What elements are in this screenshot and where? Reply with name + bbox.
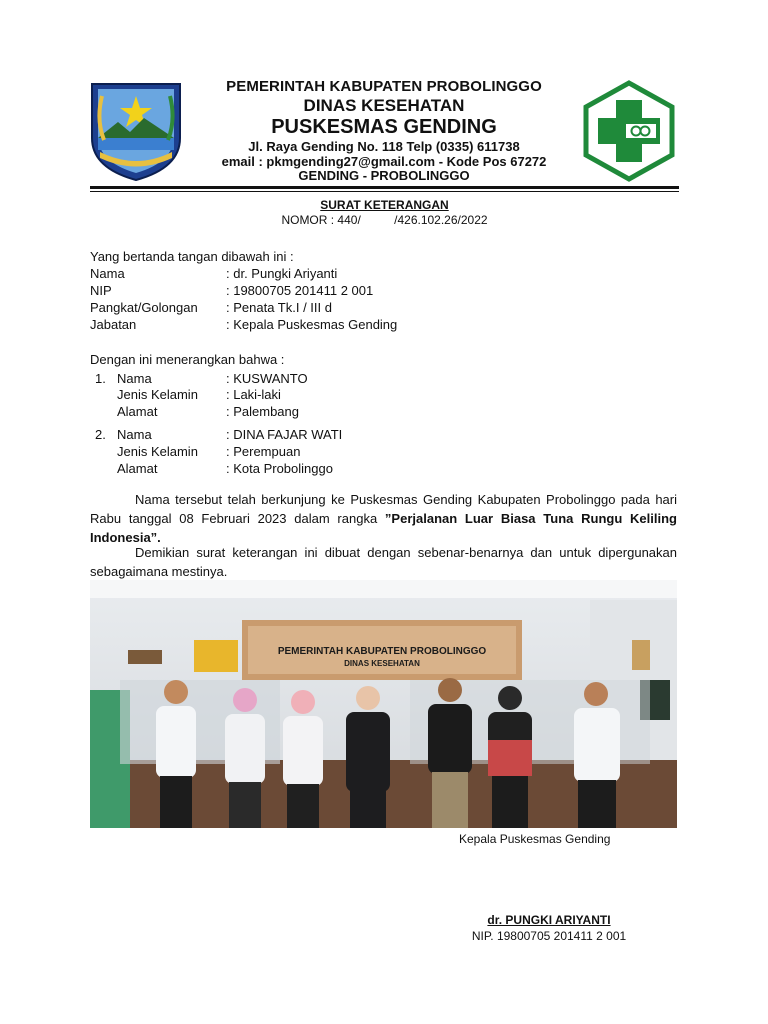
person-1-label-name: Nama	[117, 371, 152, 386]
signer-label-nip: NIP	[90, 283, 112, 298]
group-photo	[90, 580, 677, 828]
body-paragraph	[90, 490, 677, 547]
person-2-value-name: : DINA FAJAR WATI	[226, 427, 343, 442]
photo-sign-line1: PEMERINTAH KABUPATEN PROBOLINGGO	[277, 646, 487, 657]
letter-title: SURAT KETERANGAN	[320, 198, 449, 212]
body-text: Nama tersebut telah berkunjung ke Puskesmas Gending Kabupaten Probolinggo pada hari Rabu tanggal 08 Februari 2023 dalam rangka	[90, 492, 677, 526]
letterhead-department: DINAS KESEHATAN	[303, 96, 465, 115]
signature-position: Kepala Puskesmas Gending	[459, 832, 611, 846]
signer-label-name: Nama	[90, 266, 125, 281]
letterhead-city: GENDING - PROBOLINGGO	[298, 168, 470, 183]
signer-value-position: : Kepala Puskesmas Gending	[226, 317, 398, 332]
person-2-value-address: : Kota Probolinggo	[226, 461, 333, 476]
person-2-value-gender: : Perempuan	[226, 444, 301, 459]
letterhead-address: Jl. Raya Gending No. 118 Telp (0335) 611738	[248, 139, 520, 154]
person-1-number: 1.	[95, 371, 106, 386]
letterhead-email: email : pkmgending27@gmail.com - Kode Pos 67272	[221, 154, 547, 169]
letter-number: NOMOR : 440/ /426.102.26/2022	[281, 213, 488, 227]
signature-name: dr. PUNGKI ARIYANTI	[487, 913, 611, 927]
signer-label-position: Jabatan	[90, 317, 137, 332]
person-1-value-address: : Palembang	[226, 404, 299, 419]
letterhead-government: PEMERINTAH KABUPATEN PROBOLINGGO	[226, 78, 542, 95]
person-1-value-gender: : Laki-laki	[226, 387, 281, 402]
letterhead-puskesmas: PUSKESMAS GENDING	[271, 116, 497, 138]
letterhead-rule-thin	[90, 191, 679, 192]
signer-label-rank: Pangkat/Golongan	[90, 300, 198, 315]
body-event-name: ”Perjalanan Luar Biasa Tuna Rungu Keliling Indonesia”.	[90, 511, 677, 545]
person-2-label-name: Nama	[117, 427, 152, 442]
letterhead-rule-thick	[90, 186, 679, 189]
signer-value-nip: : 19800705 201411 2 001	[226, 283, 374, 298]
person-1-label-gender: Jenis Kelamin	[117, 387, 198, 402]
signer-value-rank: : Penata Tk.I / III d	[226, 300, 332, 315]
person-2-number: 2.	[95, 427, 106, 442]
states-text: Dengan ini menerangkan bahwa :	[90, 352, 285, 367]
intro-text: Yang bertanda tangan dibawah ini :	[90, 249, 294, 264]
signature-nip: NIP. 19800705 201411 2 001	[471, 929, 627, 943]
person-2-label-gender: Jenis Kelamin	[117, 444, 198, 459]
person-1-label-address: Alamat	[117, 404, 158, 419]
person-1-value-name: : KUSWANTO	[226, 371, 308, 386]
photo-sign-line2: DINAS KESEHATAN	[344, 659, 420, 668]
person-2-label-address: Alamat	[117, 461, 158, 476]
signer-value-name: : dr. Pungki Ariyanti	[226, 266, 338, 281]
closing-paragraph: Demikian surat keterangan ini dibuat dengan sebenar-benarnya dan untuk dipergunakan sebagaimana mestinya.	[90, 545, 677, 579]
